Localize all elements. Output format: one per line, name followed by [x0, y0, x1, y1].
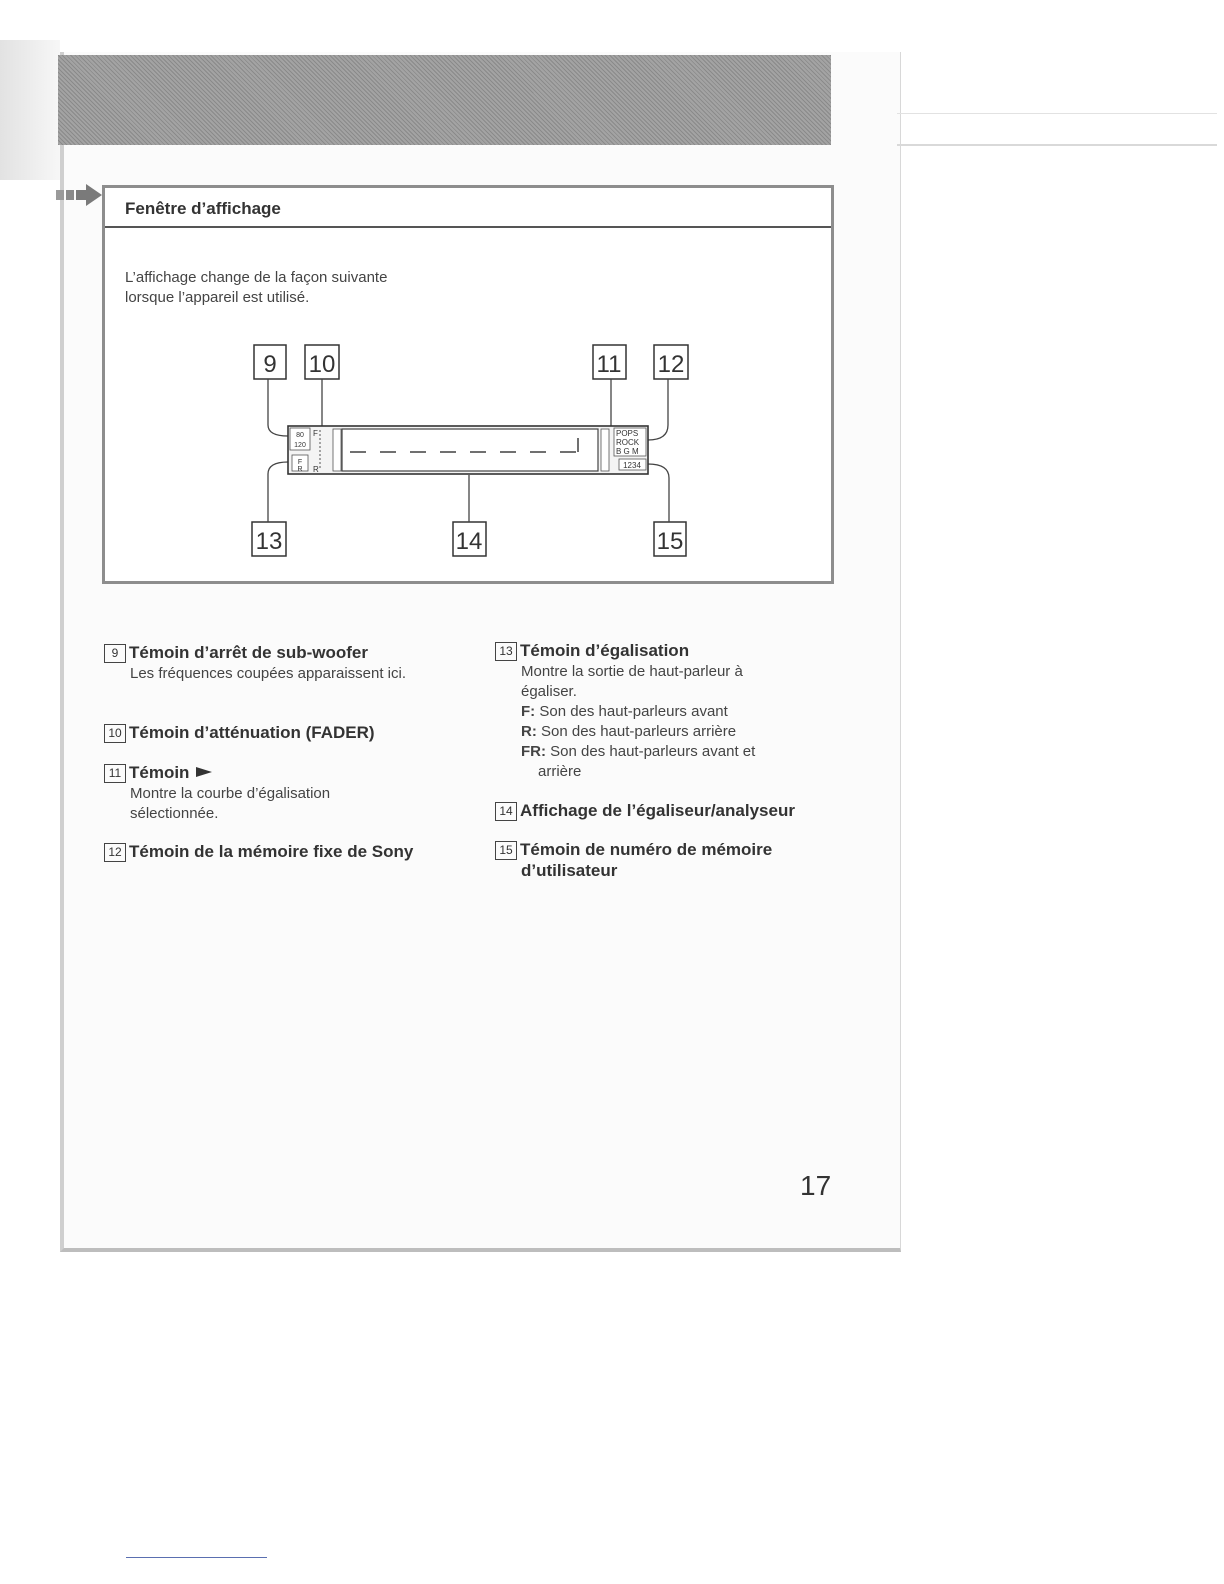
svg-text:R: R	[313, 465, 319, 474]
item-15	[495, 840, 835, 881]
svg-text:1234: 1234	[623, 461, 641, 470]
num-box-13: 13	[495, 642, 517, 661]
item-9	[104, 643, 464, 684]
display-panel	[288, 426, 648, 474]
item-13	[495, 641, 835, 782]
intro-text: L’affichage change de la façon suivante lorsque l’appareil est utilisé.	[125, 269, 388, 306]
svg-text:F: F	[313, 429, 318, 438]
item-12-title: Témoin de la mémoire fixe de Sony	[129, 842, 414, 861]
svg-text:14: 14	[455, 528, 483, 555]
svg-text:12: 12	[657, 351, 685, 378]
num-box-14: 14	[495, 802, 517, 821]
item-12	[104, 842, 484, 863]
item-9-desc: Les fréquences coupées apparaissent ici.	[130, 665, 407, 682]
display-diagram	[0, 0, 1224, 620]
svg-text:10: 10	[308, 351, 336, 378]
callout-12	[654, 345, 688, 379]
item-15-title: Témoin de numéro de mémoire	[520, 840, 773, 859]
svg-text:B G M: B G M	[616, 447, 639, 456]
callout-14	[453, 522, 486, 556]
item-13-rear: R: Son des haut-parleurs arrière	[521, 723, 737, 740]
num-box-15: 15	[495, 841, 517, 860]
section-title: Fenêtre d’affichage	[125, 199, 281, 218]
bottom-rule	[126, 1557, 267, 1558]
page-number: 17	[800, 1170, 832, 1201]
callout-10	[305, 345, 339, 379]
item-13-front: F: Son des haut-parleurs avant	[521, 703, 728, 720]
item-10-title: Témoin d’atténuation (FADER)	[129, 723, 375, 742]
svg-text:ROCK: ROCK	[616, 438, 640, 447]
item-15-title-cont: d’utilisateur	[521, 861, 618, 880]
svg-text:POPS: POPS	[616, 429, 639, 438]
svg-text:80: 80	[296, 432, 304, 439]
num-box-11: 11	[104, 764, 126, 783]
callout-15	[654, 522, 686, 556]
callout-11	[593, 345, 626, 379]
num-box-10: 10	[104, 724, 126, 743]
item-13-title: Témoin d’égalisation	[520, 641, 690, 660]
item-14-title: Affichage de l’égaliseur/analyseur	[520, 801, 795, 820]
item-13-front-rear-cont: arrière	[538, 763, 582, 780]
num-box-9: 9	[104, 644, 126, 663]
item-14	[495, 801, 835, 822]
item-11	[104, 763, 464, 824]
svg-text:9: 9	[263, 351, 277, 378]
callout-9	[254, 345, 286, 379]
item-9-title: Témoin d’arrêt de sub-woofer	[129, 643, 368, 662]
svg-text:R: R	[297, 466, 303, 473]
svg-text:15: 15	[656, 528, 684, 555]
svg-text:F: F	[297, 459, 303, 466]
item-10	[104, 723, 464, 744]
num-box-12: 12	[104, 843, 126, 862]
item-11-title: Témoin	[129, 763, 190, 782]
svg-text:120: 120	[294, 442, 306, 449]
item-13-front-rear: FR: Son des haut-parleurs avant et	[521, 743, 756, 760]
play-triangle-icon	[194, 765, 214, 779]
callout-13	[252, 522, 286, 556]
svg-text:11: 11	[596, 351, 622, 378]
item-11-desc: Montre la courbe d’égalisation sélectionnée.	[130, 785, 331, 822]
svg-text:13: 13	[255, 528, 283, 555]
item-13-desc: Montre la sortie de haut-parleur à égaliser.	[521, 663, 743, 700]
